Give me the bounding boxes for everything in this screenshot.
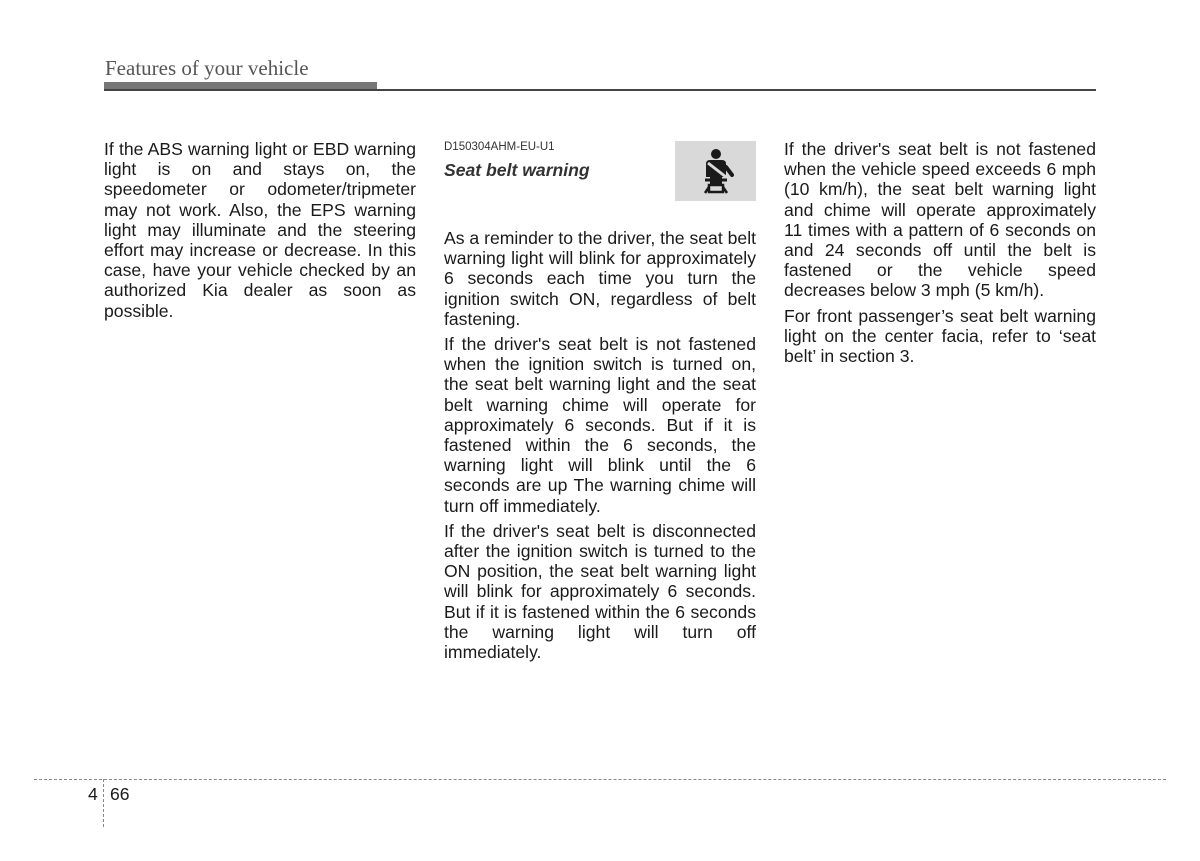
middle-paragraph-2: If the driver's seat belt is not fastened when the ignition switch is turned on, the seat belt warning light and the seat belt warning chime will operate for approximately 6 seconds. But if it is fastened within the 6 seconds, the warning light will blink until the 6 seconds are up The warning chime will turn off immediately.	[444, 334, 756, 516]
middle-paragraph-3: If the driver's seat belt is disconnected after the ignition switch is turned to the ON position, the seat belt warning light will blink for approximately 6 seconds. But if it is fastened within the 6 seconds the warning light will turn off immediately.	[444, 520, 756, 663]
section-title: Seat belt warning	[444, 160, 590, 180]
page-number: 66	[110, 784, 130, 804]
page-section-number: 4	[88, 784, 98, 804]
seat-belt-warning-icon	[695, 147, 737, 195]
header-rule	[104, 89, 1096, 91]
footer-divider	[103, 779, 104, 827]
footer-rule	[34, 779, 1166, 780]
page-header-title: Features of your vehicle	[105, 56, 309, 80]
right-column	[784, 139, 1096, 371]
right-paragraph-2: For front passenger’s seat belt warning light on the center facia, refer to ‘seat belt’ in section 3.	[784, 305, 1096, 367]
left-column	[104, 139, 416, 326]
section-code: D150304AHM-EU-U1	[444, 141, 555, 153]
left-paragraph-1: If the ABS warning light or EBD warning light is on and stays on, the speedometer or odometer/tripmeter may not work. Also, the EPS warning light may illuminate and the steering effort may increase or decrease. In this case, have your vehicle checked by an authorized Kia dealer as soon as possible.	[104, 139, 416, 321]
seat-belt-warning-icon-box	[675, 141, 756, 201]
right-paragraph-1: If the driver's seat belt is not fastened when the vehicle speed exceeds 6 mph (10 km/h), the seat belt warning light and chime will operate approximately 11 times with a pattern of 6 seconds on and 24 seconds off until the belt is fastened or the vehicle speed decreases below 3 mph (5 km/h).	[784, 139, 1096, 301]
middle-paragraph-1: As a reminder to the driver, the seat belt warning light will blink for approximately 6 seconds each time you turn the ignition switch ON, regardless of belt fastening.	[444, 228, 756, 329]
middle-text	[444, 228, 756, 667]
